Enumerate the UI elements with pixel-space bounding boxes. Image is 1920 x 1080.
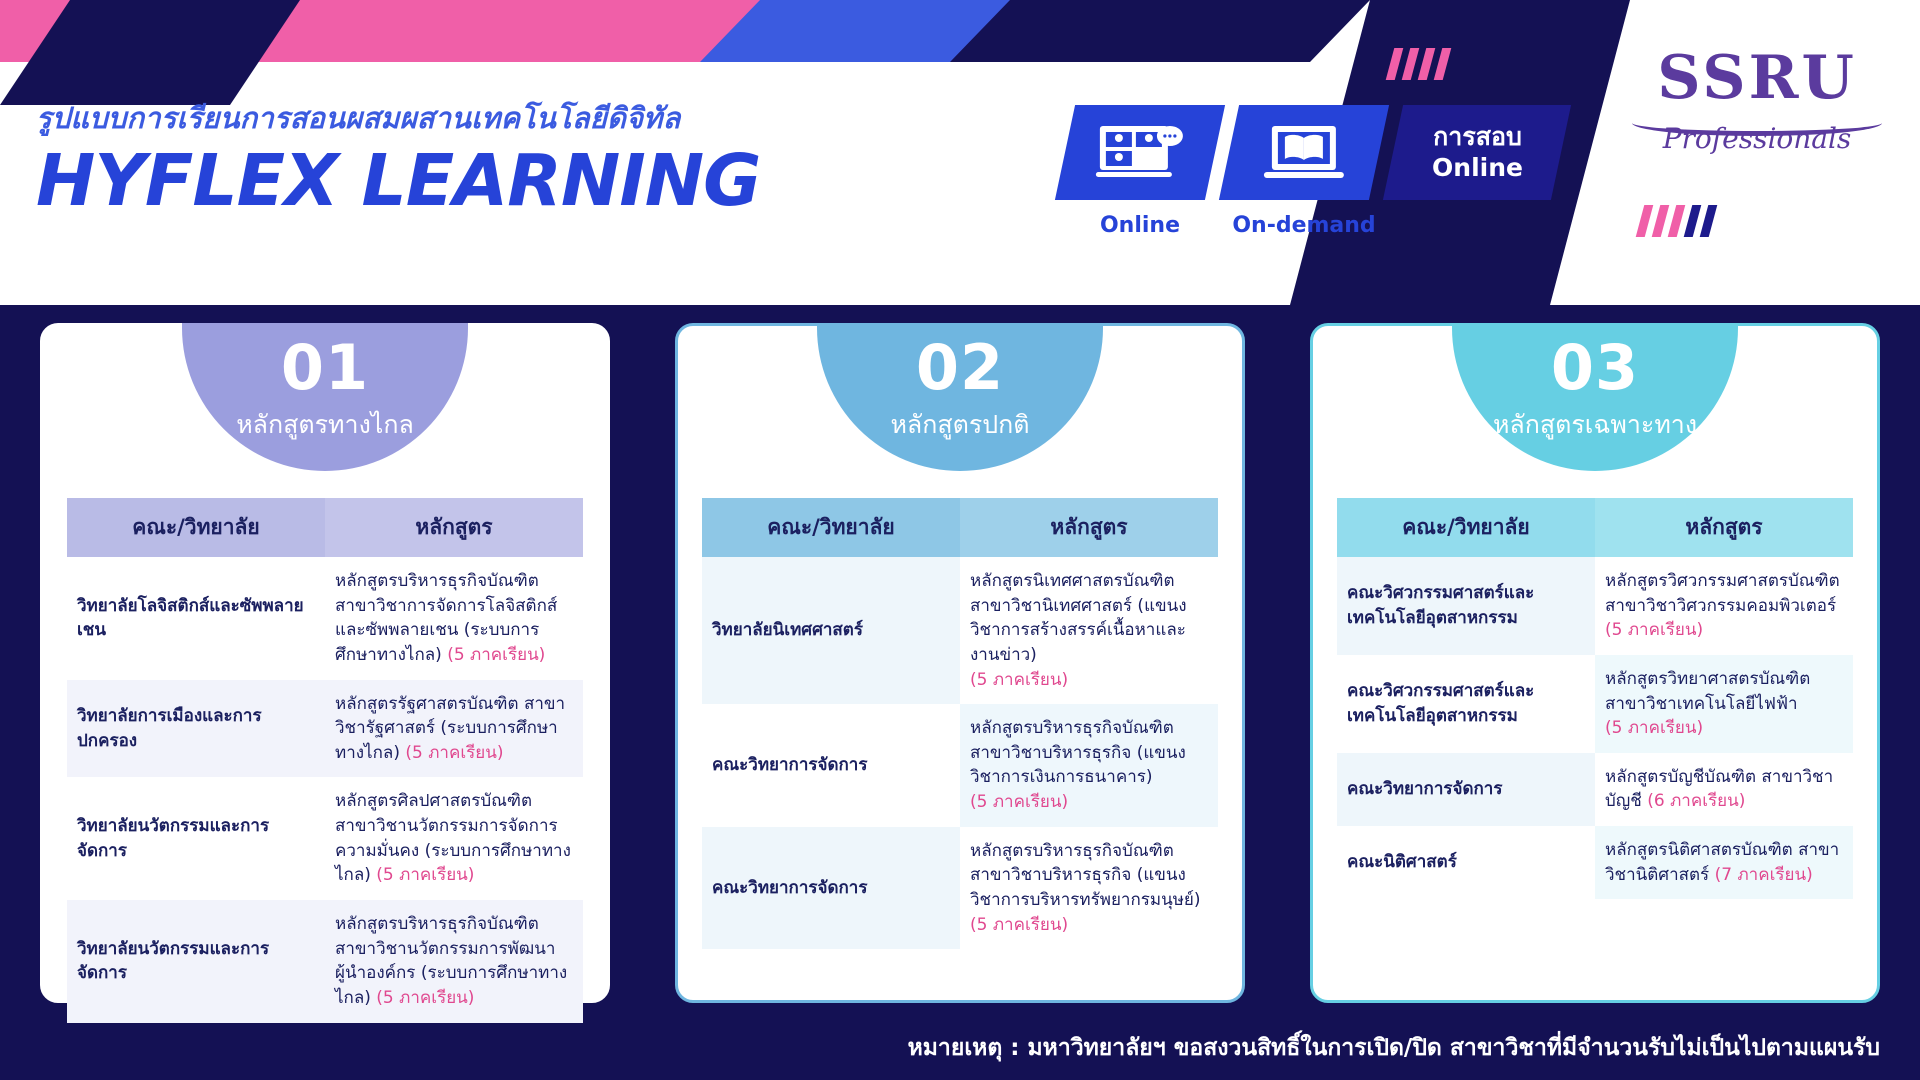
th-program: หลักสูตร — [1595, 498, 1853, 557]
cell-faculty: วิทยาลัยนวัตกรรมและการจัดการ — [67, 900, 325, 1023]
table-row — [1337, 557, 1853, 655]
cell-faculty: คณะวิศวกรรมศาสตร์และเทคโนโลยีอุตสาหกรรม — [1337, 557, 1595, 655]
card-number: 01 — [280, 331, 370, 404]
program-text: หลักสูตรบริหารธุรกิจบัณฑิต สาขาวิชาบริหารธุรกิจ (แขนงวิชาการบริหารทรัพยากรมนุษย์) — [970, 840, 1201, 911]
program-text: หลักสูตรวิศวกรรมศาสตรบัณฑิต สาขาวิชาวิศวกรรมคอมพิวเตอร์ — [1605, 571, 1840, 616]
table-row — [702, 704, 1218, 827]
program-text: หลักสูตรบริหารธุรกิจบัณฑิต สาขาวิชานวัตกรรมการพัฒนาผู้นำองค์กร (ระบบการศึกษาทางไกล) — [335, 914, 568, 1008]
table-row — [702, 557, 1218, 704]
cell-faculty: คณะวิทยาการจัดการ — [702, 704, 960, 827]
decor-dashes-bottom — [1640, 205, 1713, 237]
cell-faculty: คณะนิติศาสตร์ — [1337, 826, 1595, 899]
card-badge-01 — [182, 323, 468, 471]
program-text: หลักสูตรวิทยาศาสตรบัณฑิต สาขาวิชาเทคโนโลยีไฟฟ้า — [1605, 668, 1811, 714]
program-text: หลักสูตรนิเทศศาสตรบัณฑิต สาขาวิชานิเทศศาสตร์ (แขนงวิชาการสร้างสรรค์เนื้อหาและงานข่าว) — [970, 571, 1187, 665]
decor-navy-band — [950, 0, 1370, 62]
th-faculty: คณะ/วิทยาลัย — [1337, 498, 1595, 557]
book-laptop-icon — [1258, 122, 1350, 184]
table-row — [67, 557, 583, 680]
cell-faculty: วิทยาลัยโลจิสติกส์และซัพพลายเชน — [67, 557, 325, 680]
program-text: หลักสูตรรัฐศาสตรบัณฑิต สาขาวิชารัฐศาสตร์ (ระบบการศึกษาทางไกล) — [335, 693, 566, 763]
program-text: หลักสูตรบริหารธุรกิจบัณฑิต สาขาวิชาการจัดการโลจิสติกส์และซัพพลายเชน (ระบบการศึกษาทางไกล) — [335, 571, 558, 665]
th-program: หลักสูตร — [325, 498, 583, 557]
table-row — [1337, 655, 1853, 753]
logo-tagline: Professionals — [1662, 122, 1852, 155]
table-row — [1337, 826, 1853, 899]
card-number: 02 — [915, 331, 1005, 404]
video-conference-icon — [1094, 122, 1186, 184]
program-text: หลักสูตรศิลปศาสตรบัณฑิต สาขาวิชานวัตกรรมการจัดการความมั่นคง (ระบบการศึกษาทางไกล) — [335, 791, 571, 886]
term-text: (5 ภาคเรียน) — [376, 865, 475, 886]
cell-program — [325, 557, 583, 680]
table-header-row — [702, 498, 1218, 557]
ssru-logo — [1622, 43, 1892, 155]
cell-program — [1595, 655, 1853, 753]
cell-program — [1595, 826, 1853, 899]
cell-program — [960, 557, 1218, 704]
program-table-01 — [67, 498, 583, 1023]
th-faculty: คณะ/วิทยาลัย — [67, 498, 325, 557]
table-header-row — [1337, 498, 1853, 557]
program-text: หลักสูตรบัญชีบัณฑิต สาขาวิชาบัญชี — [1605, 766, 1834, 812]
program-card-01 — [40, 323, 610, 1008]
table-row — [1337, 753, 1853, 826]
header-subtitle: รูปแบบการเรียนการสอนผสมผสานเทคโนโลยีดิจิทัล — [36, 101, 681, 135]
program-table-03 — [1337, 498, 1853, 899]
table-row — [67, 900, 583, 1023]
title-block — [36, 95, 761, 222]
cell-faculty: วิทยาลัยการเมืองและการปกครอง — [67, 680, 325, 778]
exam-online-card — [1383, 105, 1571, 200]
program-text: หลักสูตรบริหารธุรกิจบัณฑิต สาขาวิชาบริหารธุรกิจ (แขนงวิชาการเงินการธนาคาร) — [970, 718, 1186, 788]
card-caption: หลักสูตรทางไกล — [236, 410, 414, 439]
cell-faculty: คณะวิทยาการจัดการ — [1337, 753, 1595, 826]
term-text: (5 ภาคเรียน) — [970, 669, 1069, 690]
term-text: (5 ภาคเรียน) — [970, 914, 1069, 935]
mode-card-ondemand — [1219, 105, 1389, 200]
mode-label-online: Online — [1099, 213, 1181, 238]
table-header-row — [67, 498, 583, 557]
cell-program — [325, 680, 583, 778]
footer-note: หมายเหตุ : มหาวิทยาลัยฯ ขอสงวนสิทธิ์ในการเปิด/ปิด สาขาวิชาที่มีจำนวนรับไม่เป็นไปตามแผนรับ — [907, 1035, 1880, 1061]
exam-card-line1: การสอบ — [1432, 122, 1522, 152]
program-table-02 — [702, 498, 1218, 949]
cell-program — [960, 704, 1218, 827]
term-text: (5 ภาคเรียน) — [376, 987, 475, 1008]
cell-program — [325, 900, 583, 1023]
mode-card-online — [1055, 105, 1225, 200]
program-card-03 — [1310, 323, 1880, 1003]
decor-dashes-top — [1390, 48, 1447, 80]
logo-text: SSRU — [1657, 43, 1857, 113]
card-number: 03 — [1550, 331, 1640, 404]
cell-program — [325, 777, 583, 900]
mode-label-ondemand: On-demand — [1232, 213, 1376, 238]
card-badge-03 — [1452, 323, 1738, 471]
page-title: HYFLEX LEARNING — [36, 139, 761, 222]
term-text: (5 ภาคเรียน) — [447, 644, 546, 665]
program-text: หลักสูตรนิติศาสตรบัณฑิต สาขาวิชานิติศาสตร์ — [1605, 840, 1840, 885]
term-text: (5 ภาคเรียน) — [1605, 718, 1704, 739]
term-text: (6 ภาคเรียน) — [1647, 791, 1746, 812]
card-caption: หลักสูตรเฉพาะทาง — [1492, 410, 1698, 439]
cell-program — [960, 827, 1218, 950]
exam-card-line2: Online — [1431, 153, 1523, 183]
table-row — [67, 777, 583, 900]
cell-faculty: คณะวิทยาการจัดการ — [702, 827, 960, 950]
table-row — [702, 827, 1218, 950]
card-badge-02 — [817, 323, 1103, 471]
table-row — [67, 680, 583, 778]
term-text: (7 ภาคเรียน) — [1714, 864, 1813, 885]
cell-faculty: วิทยาลัยนวัตกรรมและการจัดการ — [67, 777, 325, 900]
term-text: (5 ภาคเรียน) — [970, 792, 1069, 813]
cell-program — [1595, 753, 1853, 826]
card-caption: หลักสูตรปกติ — [890, 410, 1030, 439]
program-card-02 — [675, 323, 1245, 1003]
th-program: หลักสูตร — [960, 498, 1218, 557]
cards-container — [0, 305, 1920, 1080]
th-faculty: คณะ/วิทยาลัย — [702, 498, 960, 557]
cell-faculty: วิทยาลัยนิเทศศาสตร์ — [702, 557, 960, 704]
cell-faculty: คณะวิศวกรรมศาสตร์และเทคโนโลยีอุตสาหกรรม — [1337, 655, 1595, 753]
mode-icons-group — [1065, 105, 1575, 238]
term-text: (5 ภาคเรียน) — [405, 742, 504, 763]
cell-program — [1595, 557, 1853, 655]
term-text: (5 ภาคเรียน) — [1605, 620, 1704, 641]
page-header — [0, 0, 1920, 305]
